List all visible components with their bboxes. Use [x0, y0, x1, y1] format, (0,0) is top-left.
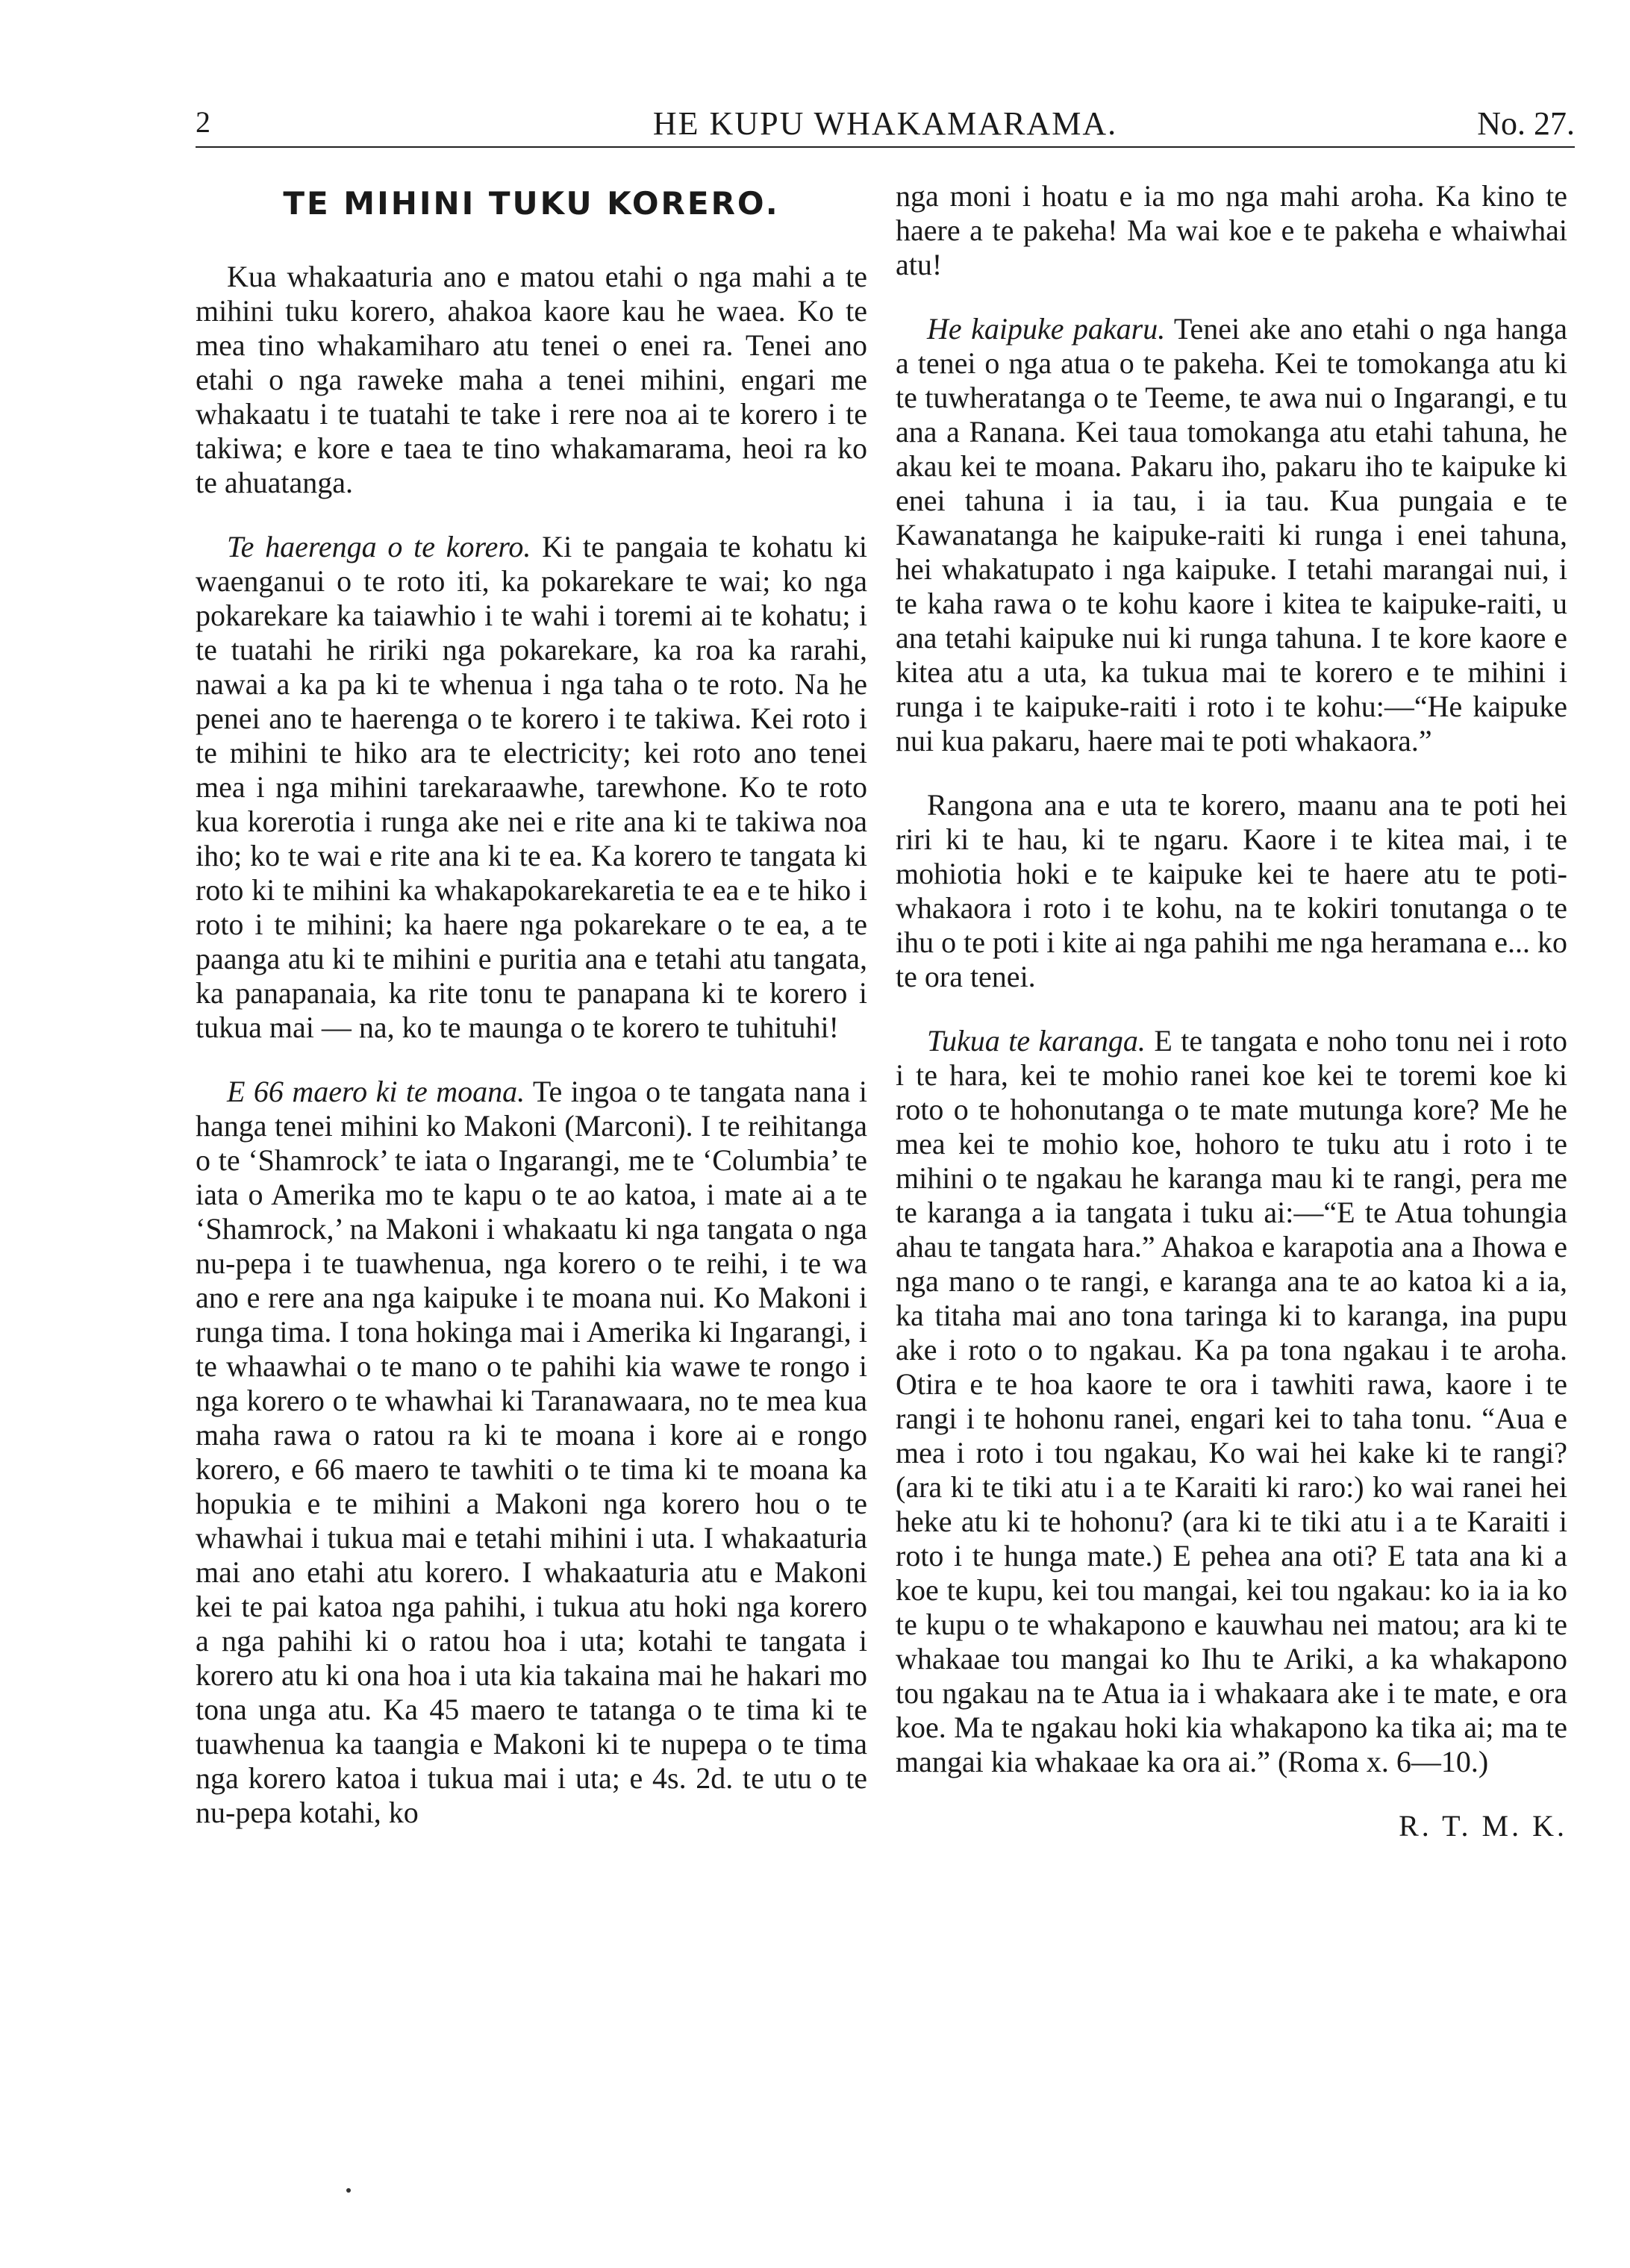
paragraph-maero-cont: nga moni i hoatu e ia mo nga mahi aroha. Ka kino te haere a te pakeha! Ma wai koe e te pakeha e whaiwhai atu!	[896, 179, 1567, 281]
signature: R. T. M. K.	[1399, 1809, 1567, 1843]
paragraph-kaipuke	[896, 312, 1567, 758]
right-column	[896, 179, 1567, 1843]
lead-maero: E 66 maero ki te moana.	[227, 1075, 525, 1108]
lead-haerenga: Te haerenga o te korero.	[227, 530, 531, 563]
lead-kaipuke: He kaipuke pakaru.	[927, 312, 1166, 346]
paragraph-rangona: Rangona ana e uta te korero, maanu ana te poti hei riri ki te hau, ki te ngaru. Kaore i te kitea mai, i te mohiotia hoki e te kaipuke kei te haere atu te poti-whakaora i roto i te kohu, na te kokiri tonutanga o te ihu o te poti i kite ai nga pahihi me nga heramana e... ko te ora tenei.	[896, 788, 1567, 993]
paragraph-maero	[196, 1075, 867, 1830]
running-title: HE KUPU WHAKAMARAMA.	[652, 105, 1118, 142]
text-karanga: E te tangata e noho tonu nei i roto i te hara, kei te mohio ranei koe kei te toremi koe ki roto o te hohonutanga o te mate mutunga kore? Me he mea kei te mohio koe, hohoro te tuku atu i roto i te mihini o te ngakau he karanga mau ki te rangi, pera me te karanga a ia tangata i tuku ai:—“E te Atua tohungia ahau te tangata hara.” Ahakoa e karapotia ana a Ihowa e nga mano o te rangi, e karanga ana te ao katoa ki a ia, ka titaha mai ano tona taringa ki to karanga, ina pupu ake i roto o to ngakau. Ka pa tona ngakau i te aroha. Otira e te hoa kaore te ora i tawhiti rawa, kaore i te rangi i te hohonu ranei, engari kei to taha tonu. “Aua e mea i roto i tou ngakau, Ko wai hei kake ki te rangi? (ara ki te tiki atu i a te Karaiti ki raro:) ko wai ranei hei heke atu ki te hohonu? (ara ki te tiki atu i a te Karaiti i roto i te hunga mate.) E pehea ana oti? E tata ana ki a koe te kupu, kei tou mangai, kei tou ngakau: ko ia ia ko te kupu o te whakapono e kauwhau nei matou; ara ki te whakaae tou mangai ko Ihu te Ariki, a ka whakapono tou ngakau na te Atua ia i whakaara ake i te mate, e ora koe. Ma te ngakau hoki kia whakapono ka tika ai; ma te mangai kia whakaae ka ora ai.” (Roma x. 6—10.)	[896, 1024, 1568, 1778]
page-header	[196, 104, 1575, 148]
paragraph-korero	[196, 530, 867, 1045]
lead-karanga: Tukua te karanga.	[927, 1024, 1146, 1058]
ink-dot	[346, 2188, 351, 2193]
text-haerenga: Ki te pangaia te kohatu ki waenganui o te roto iti, ka pokarekare te wai; ko nga pokarekare ka taiawhio i te wahi i toremi ai te kohatu; i te tuatahi he ririki nga pokarekare, ka roa ka rarahi, nawai a ka pa ki te whenua i nga taha o te roto. Na he penei ano te haerenga o te korero i te takiwa. Kei roto i te mihini te hiko ara te electricity; kei roto ano tenei mea i nga mihini tarekaraawhe, tarewhone. Ko te roto kua korerotia i runga ake nei e rite ana ki te takiwa noa iho; ko te wai e rite ana ki te ea. Ka korero te tangata ki roto ki te mihini ka whakapokarekaretia te ea e te hiko i roto i te mihini; ka haere nga pokarekare o te ea, a te paanga atu ki te mihini e puritia ana e tetahi atu tangata, ka panapanaia, ka rite tonu te panapana ki te korero i tukua mai — na, ko te maunga o te korero te tuhituhi!	[196, 530, 867, 1044]
page-number: 2	[196, 105, 210, 139]
paragraph-intro: Kua whakaaturia ano e matou etahi o nga mahi a te mihini tuku korero, ahakoa kaore kau he waea. Ko te mea tino whakamiharo atu tenei o enei ra. Tenei ano etahi o nga raweke maha a tenei mihini, engari me whakaatu i te tuatahi te take i rere noa ai te korero i te takiwa; e kore e taea te tino whakamarama, heoi ra ko te ahuatanga.	[196, 260, 867, 499]
issue-number: No. 27.	[1477, 105, 1575, 142]
text-kaipuke: Tenei ake ano etahi o nga hanga a tenei o nga atua o te pakeha. Kei te tomokanga atu ki te tuwheratanga o te Teeme, te awa nui o Ingarangi, e tu ana a Ranana. Kei taua tomokanga atu etahi tahuna, he akau kei te moana. Pakaru iho, pakaru iho te kaipuke ki enei tahuna i ia tau, i ia tau. Kua pungaia e te Kawanatanga he kaipuke-raiti ki runga i enei tahuna, hei whakatupato i nga kaipuke. I tetahi marangai nui, i te kaha rawa o te kohu kaore i kitea te kaipuke-raiti, u ana tetahi kaipuke nui ki runga tahuna. I te kore kaore e kitea atu a uta, ka tukua mai te korero e te mihini i runga i te kaipuke-raiti i roto i te kohu:—“He kaipuke nui kua pakaru, haere mai te poti whakaora.”	[896, 312, 1568, 757]
paragraph-karanga	[896, 1024, 1567, 1779]
text-maero: Te ingoa o te tangata nana i hanga tenei mihini ko Makoni (Marconi). I te reihitanga o te ‘Shamrock’ te iata o Ingarangi, me te ‘Columbia’ te iata o Amerika mo te kapu o te ao katoa, i mate ai a te ‘Shamrock,’ na Makoni i whakaatu ki nga tangata o nga nu-pepa i te tuawhenua, nga korero o te reihi, i te wa ano e rere ana nga kaipuke i te moana nui. Ko Makoni i runga tima. I tona hokinga mai i Amerika ki Ingarangi, i te whaawhai o te mano o te pahihi kia wawe te rongo i nga korero o te whawhai ki Taranawaara, no te mea kua maha rawa o ratou ra ki te moana i kore ai e rongo korero, e 66 maero te tawhiti o te tima ki te moana ka hopukia e te mihini a Makoni nga korero hou o te whawhai i tukua mai e tetahi mihini i uta. I whakaaturia mai ano etahi atu korero. I whakaaturia atu e Makoni kei te pai katoa nga pahihi, i tukua atu hoki nga korero a nga pahihi ki o ratou hoa i uta; kotahi te tangata i korero atu ki ona hoa i uta kia takaina mai he hakari mo tona unga atu. Ka 45 maero te tatanga o te tima ki te tuawhenua ka taangia e Makoni ki te nupepa o te tima nga korero katoa i tukua mai i uta; e 4s. 2d. te utu o te nu-pepa kotahi, ko	[196, 1075, 867, 1829]
left-column	[196, 179, 867, 1860]
article-heading: TE MIHINI TUKU KORERO.	[283, 185, 780, 222]
